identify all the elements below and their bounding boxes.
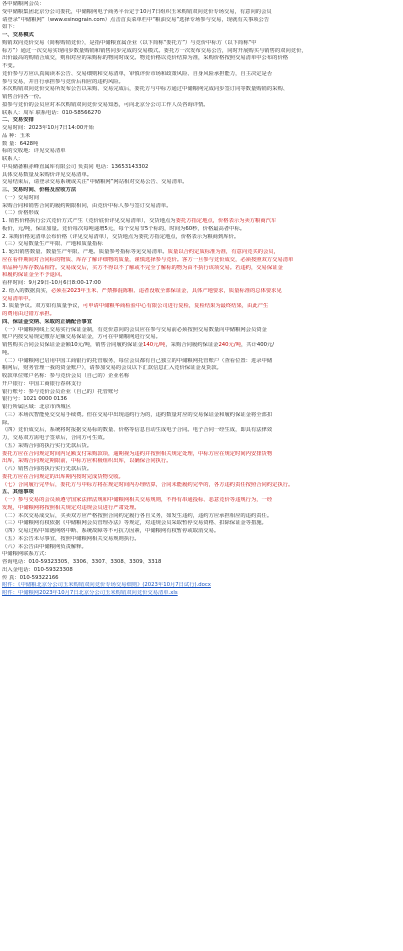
text-line: 品 种：玉米 xyxy=(2,132,31,139)
text-line: （六）销售合同的执行实行先款后货。 xyxy=(2,466,93,472)
text-line: 开户银行：中国工商银行春林支行 xyxy=(2,380,82,387)
text-line: （一）交易时间 xyxy=(2,194,40,201)
text-line: 出库，采购合同规定期限前，中标方应积极组织出库，以确保合同执行。 xyxy=(2,458,172,465)
text-line: （二）本次交易成交后，买卖双方应严格按照合同约定履行各自义务，如发生违约，违约方应承担相应的违约责任。 xyxy=(2,512,273,519)
highlighted-text: 质量以合约定质标准为准，有意向竞买的会员， xyxy=(167,249,279,255)
attachment-line xyxy=(2,590,401,598)
section-heading: 三、交易时间、价格及应收方法 xyxy=(2,187,77,193)
text-line: 具体交易数量及采购价详见交易清单。 xyxy=(2,171,93,178)
text-line: 粮网后，财务管理一我的资金账户），请参加交易的会员以下汇款信息汇入竞价保证金及货款。 xyxy=(2,365,222,372)
section-heading: 一、交易模式 xyxy=(2,32,34,38)
text-line: （四）竞价成交后，系统将时报据交易标的数量、价格等信息自动生成电子合同。电子合同一经生成，即具有法律效 xyxy=(2,427,273,434)
section-heading: 五、其他事项 xyxy=(2,489,34,496)
text-line: 2. 采购价格见清单公布价格（详见交易清单），交货地点为委托方指定地点，价格表示为粮商到库价。 xyxy=(2,233,240,240)
text-line: 如下： xyxy=(2,24,18,31)
text-line: 传 真：010-59322166 xyxy=(2,574,59,581)
text-line: 竞价参与方应认真阅读本公告、交易细则和交易清单，审慎评价市场和政策风险、自身风险承担能力，自主决定是否 xyxy=(2,70,273,77)
highlighted-text: 必须在2023年玉米、严禁掺混陈粮、违者没收全部保证金，具体产地要求，质量标准的总体要求见 xyxy=(51,287,282,294)
text-line: 参与交易，并自行承担参与竞价后相应的违约风险。 xyxy=(2,78,124,85)
text-line: 吨。 xyxy=(2,349,13,356)
text-line: 标方”）通过一次交易实现同步数量购销和销售同步完成的交易模式。委托方一次发布交易公告，同时开展购买与销售的双向竞价， xyxy=(2,47,307,54)
text-line: 销售购买合同会员保证金金额10元/吨，销售合同履约保证金140元/吨，采购合同履约保证金240元/吨，共计400元/ xyxy=(2,342,275,348)
highlighted-text: 140元/吨 xyxy=(142,342,166,348)
text-line: 出入金电话：010-59323308 xyxy=(2,566,73,573)
text-line: 银行账号：参与竞价会员企业（自己的）托管账号 xyxy=(2,388,119,395)
text-line: 的费用由过错方承担。 xyxy=(2,311,55,317)
text-line: 3. 质量争议。双方如有质量争议，可申请中储粮华商检验中心有限公司进行复检，复检结果为最终结果，由此产生 xyxy=(2,303,269,310)
text-line: 数 量：6428吨 xyxy=(2,140,39,147)
text-line: 中储粮网联系方式： xyxy=(2,551,50,558)
text-line: 账户内按交易规定缴存足额交易保证金，方可在中储粮网进行交易。 xyxy=(2,334,161,341)
text-line: （二）中储粮网已启用中国工商银行的托管服务，每位会员都有自己独立的中储粮网托管账户（查看位置：进录中储 xyxy=(2,357,273,364)
text-line: 联系人： xyxy=(2,156,24,162)
text-line: 交易清单中。 xyxy=(2,295,34,302)
text-line: 单品种与库存数品相符。交易成交后，买方不得以不了解或不完全了解标的物为由不执行该项交易。若违约，交易保证金 xyxy=(2,264,283,271)
text-line: 银行号：1021 0000 0136 xyxy=(2,396,67,403)
text-line: 请登录“中储粮网”（www.esinograin.com）点击首页菜单栏中“粮油交易”选择专场参与交易，现就有关事项公告 xyxy=(2,16,270,23)
text-line: （三）中储粮网有权依据《中储粮网会员管理办法》等规定，对违规会员采取暂停交易资格、扣除保证金等措施。 xyxy=(2,520,267,527)
text-line: 收款单位账户名称：参与竞价会员（自己的）企业名称 xyxy=(2,373,130,379)
text-line: （五）采购合同的执行实行先款后货。 xyxy=(2,442,93,449)
highlighted-text: 240元/吨 xyxy=(218,342,241,348)
text-line: 出价最高的购销合成交，则相对应的采购标的物同时成交。物竞价格以竞价结算为准，采购价格按照交易清单中公布的价格 xyxy=(2,55,289,62)
attachment-line xyxy=(2,582,401,590)
text-line: （一）中储粮网线上交易实行保证金制，有竞价意向的会员应在参与交易前必须按照交易数量向中储粮网会员资金 xyxy=(2,326,267,333)
announcement-body xyxy=(2,1,401,598)
text-line: 和履约保证金全不予退回。 xyxy=(2,272,66,279)
text-line: 力，交易双方需电子签章后，合同方可生效。 xyxy=(2,435,108,441)
text-line: 板价，元/吨，保证加量。竞价每次每吨递增5元，每个交易节5个标的，时间为60秒，价格最高者中标。 xyxy=(2,225,246,232)
text-line: 不变。 xyxy=(2,63,18,69)
attachment-link[interactable]: 附件：中储粮网2023年10月7日北京分公司玉米购销双向竞价交易清单.xls xyxy=(2,590,178,596)
text-line: 2. 给入的数据真实，必须在2023年玉米、严禁掺混陈粮、违者没收全部保证金，具体产地要求，质量标准的总体要求见 xyxy=(2,287,282,294)
text-line: 银行所属区域：北京市西城区 xyxy=(2,404,71,410)
text-line: 咨询电话：010-59323305、3306、3307、3308、3309、3318 xyxy=(2,559,162,565)
section-heading: 四、保证金交纳、采取的正确配合事宜 xyxy=(2,318,93,325)
text-line: （六）本公告由中储粮网负责解释。 xyxy=(2,543,87,550)
text-line: 中央储备粮赤峰直属库有限公司 负责同 电话：13653143302 xyxy=(2,163,149,170)
text-line: 拟参与竞价的会员应对本次购销双向竞价交易知悉，可向北京分公司工作人员咨询详情。 xyxy=(2,101,209,108)
text-line: （一）参与交易的会员须遵守国家法律法规和中储粮网相关交易规则，不得有串通投标、恶意竞价等违规行为，一经 xyxy=(2,497,273,503)
text-line: 销售合同各一份。 xyxy=(2,94,45,100)
text-line: 各中储粮网会员： xyxy=(2,1,45,7)
text-line: 本次购销双向竞价交易所发布公告以采购、交易完成后，委托方与中标方通过中储粮网完成同步签订同等数量购销的采购、 xyxy=(2,86,289,93)
text-line: 交易结束后，请登录交易系统或关注“中储粮网”网站相对交易公告、交易清单。 xyxy=(2,179,188,186)
attachment-link[interactable]: 附件：《中储粮北京分公司玉米购销双向竞价专场交易细则》(2023年10月7日试行).docx xyxy=(2,582,211,589)
text-line: 除。 xyxy=(2,419,13,426)
text-line: 受中储粮集团北京分公司委托，中储粮网电子商务平台定于10月7日组织玉米购销双向竞价专场交易，有意向的会员 xyxy=(2,8,272,15)
text-line: （五）本公告未尽事宜，按照中储粮网相关交易规则执行。 xyxy=(2,535,140,542)
text-line: 1. 轮出销售数量、数量生产年限、产地、质量参考指标等见交易清单。质量以合约定质标准为准，有意向竞买的会员， xyxy=(2,249,279,255)
text-line: 看样时间：9月29日-10月6日8:00-17:00 xyxy=(2,280,101,286)
text-line: 1. 销售价格执行公式竞价方式产生（竞价底价详见交易清单），交货地点为委托方指定地点，价格表示为卖方粮商汽车 xyxy=(2,218,277,224)
text-line: 联系人：周军 联系电话：010-58566270 xyxy=(2,109,101,116)
text-line: （三）本场次智能免交交易手续费。但在交易中出现违约行为的，违约数量对应的交易保证金和履约保证金将全部扣 xyxy=(2,411,273,418)
section-heading: 二、交易安排 xyxy=(2,117,34,124)
text-line: （四）交易过程中如遇网络中断、系统故障等不可抗力因素，中储粮网有权暂停或取消交易。 xyxy=(2,528,220,534)
text-line: 购销双向竞价交易（简称购销竞价），是指中储粮直属企业（以下简称“委托方”）与竞价中标方（以下简称“中 xyxy=(2,39,257,46)
text-line: 委托方应在合同规定时间内足额支付采购款项，逾期视为违约并按照相关规定处理，中标方应在规定时间内安排货物 xyxy=(2,450,273,457)
highlighted-text: 可申请中储粮华商检验中心有限公司进行复检，复检结果为最终结果，由此产生 xyxy=(82,303,269,310)
highlighted-text: 委托方指定地点，价格表示为卖方粮商汽车 xyxy=(175,218,277,224)
text-line: 采购合同和销售合同的履约期限相同，由竞价中标人参与签订交易清单。 xyxy=(2,202,172,209)
text-line: （三）交易数量生产年限、产地和质量指标 xyxy=(2,241,103,248)
text-line: 标的交收地：详见交易清单 xyxy=(2,148,66,155)
text-line: 应在看样期间对合同标的物质、库存了解详细物的质量，谨慎选择参与竞价。客方一旦参与竞价成交，必须按照双方交易清单 xyxy=(2,256,294,263)
text-line: 交易时间：2023年10月7日14:00开始 xyxy=(2,125,94,131)
text-line: 发现，中储粮网将按照相关规定对违规会员进行严肃处理。 xyxy=(2,504,140,511)
text-line: 委托方应在合同规定的出库期内按时完成货物交收。 xyxy=(2,473,124,480)
text-line: （二）价格形成 xyxy=(2,210,40,217)
text-line: （七）合同履行完毕后，委托方与中标方将在规定时间内办理结算，合同未能履约完毕的，各方违约责任按照合同约定执行。 xyxy=(2,481,294,488)
